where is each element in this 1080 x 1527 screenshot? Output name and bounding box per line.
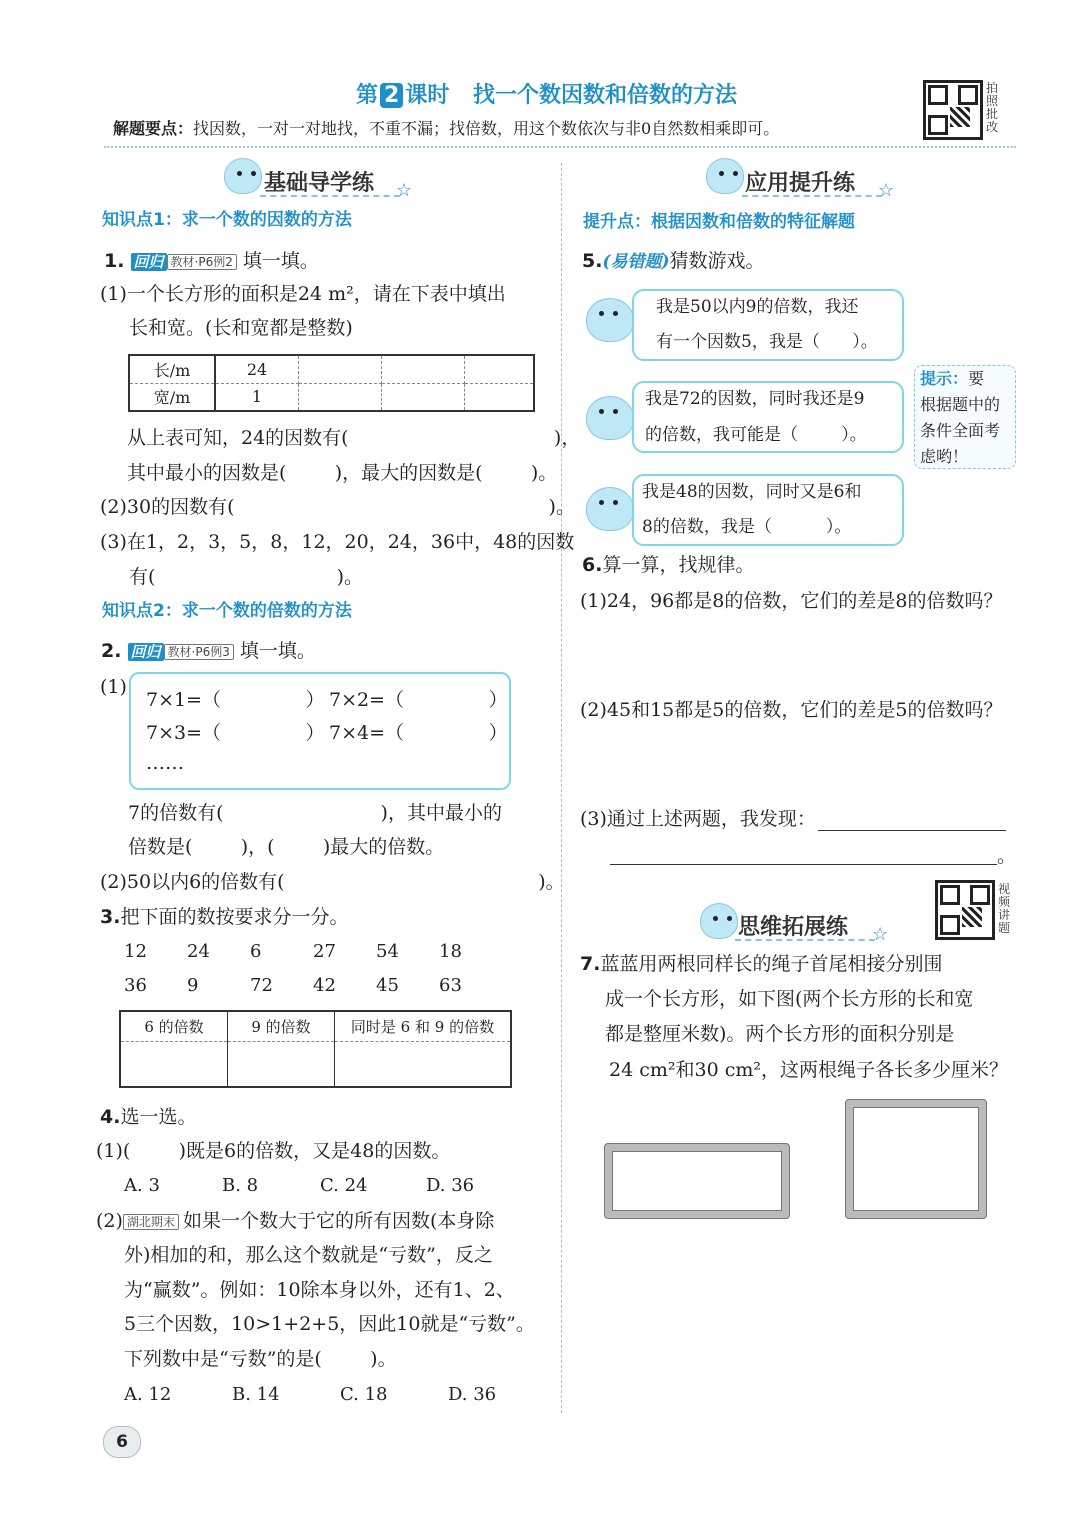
q3-head (100, 906, 348, 929)
q3-number: 12 (124, 941, 147, 962)
tips-text: 找因数，一对一对地找，不重不漏；找倍数，用这个数依次与非0自然数相乘即可。 (193, 119, 780, 138)
q4-p2-text1: 如果一个数大于它的所有因数(本身除 (182, 1210, 495, 1232)
q6-p3-end: 。 (997, 845, 1017, 867)
q3-instr: 把下面的数按要求分一分。 (120, 906, 349, 928)
q3-number: 42 (313, 975, 336, 996)
q3-number: 72 (250, 975, 273, 996)
q3-row1 (124, 941, 479, 963)
answer-line[interactable] (818, 830, 1006, 831)
bubble1-line2: 有一个因数5，我是（ ）。 (656, 332, 878, 352)
qr-code-icon[interactable] (935, 880, 995, 940)
page-title: 找一个数因数和倍数的方法 (473, 83, 738, 108)
option-b[interactable]: B. 14 (232, 1384, 280, 1405)
qr-code-icon[interactable] (923, 80, 983, 140)
q4-head (100, 1106, 196, 1129)
table-cell[interactable] (382, 355, 465, 383)
q3-table (119, 1010, 512, 1088)
q4-p2-line1 (96, 1210, 494, 1233)
q4-p2-options (124, 1384, 508, 1406)
mascot-icon (700, 903, 738, 939)
q6-p3: (3)通过上述两题，我发现： (580, 808, 816, 830)
section-title-apply: 应用提升练 (745, 171, 856, 196)
table-header: 同时是 6 和 9 的倍数 (335, 1011, 512, 1041)
rope-rectangle-1 (605, 1144, 789, 1218)
section-underline (742, 195, 882, 197)
q1-tag-hui: 回归 (131, 253, 167, 271)
table-header: 6 的倍数 (120, 1011, 228, 1041)
q5-tag: (易错题) (602, 252, 670, 272)
bubble2-line2: 的倍数，我可能是（ ）。 (645, 425, 867, 445)
hint-line4: 虑哟！ (920, 447, 969, 466)
q4-num: 4. (100, 1106, 121, 1128)
bubble3-line2: 8的倍数，我是（ ）。 (642, 517, 852, 537)
lesson-prefix: 第 (356, 83, 379, 108)
q1-p2: (2)30的因数有( )。 (100, 496, 575, 518)
mascot-icon (224, 158, 262, 194)
q3-number: 24 (187, 941, 210, 962)
table-cell[interactable] (465, 355, 535, 383)
q5-instr: 猜数游戏。 (669, 250, 765, 272)
q2-p1-line2: 倍数是( )，( )最大的倍数。 (128, 836, 445, 858)
q4-instr: 选一选。 (120, 1106, 197, 1128)
hint-line1 (920, 369, 984, 388)
table-cell[interactable]: 1 (215, 383, 299, 411)
q4-p2-line4: 5三个因数，10>1+2+5，因此10就是“亏数”。 (124, 1313, 535, 1335)
bird-icon (586, 396, 634, 440)
q6-num: 6. (582, 554, 603, 576)
q2-p1-line1: 7的倍数有( )，其中最小的 (128, 802, 502, 824)
section-underline (735, 939, 875, 941)
q2-box-item: 7×4=（ ） (329, 722, 508, 744)
option-b[interactable]: B. 8 (222, 1175, 259, 1196)
kp2-title: 知识点2：求一个数的倍数的方法 (102, 601, 352, 621)
star-icon: ☆ (872, 924, 889, 945)
option-a[interactable]: A. 3 (124, 1175, 160, 1196)
table-cell[interactable] (299, 355, 382, 383)
lesson-num-badge: 2 (380, 83, 403, 108)
table-cell[interactable] (299, 383, 382, 411)
q5-num: 5. (582, 250, 603, 272)
mascot-icon (706, 158, 744, 194)
table-cell-head: 长/m (129, 355, 215, 383)
bubble3-line1: 我是48的因数，同时又是6和 (642, 482, 862, 502)
q1-table (128, 354, 535, 412)
hint-line2: 根据题中的 (920, 395, 1001, 414)
table-row (129, 355, 534, 383)
lesson-title (356, 78, 737, 109)
hint-text: 要 (968, 369, 985, 388)
page-number: 6 (103, 1426, 141, 1458)
q4-p2-label: (2) (96, 1210, 123, 1232)
q1-tag-book: 教材·P6例2 (167, 254, 237, 270)
option-c[interactable]: C. 18 (340, 1384, 388, 1405)
column-divider (561, 163, 562, 1413)
q1-p1-line1: (1)一个长方形的面积是24 m²，请在下表中填出 (100, 283, 506, 305)
q4-p2-line3: 为“赢数”。例如：10除本身以外，还有1、2、 (124, 1279, 515, 1301)
option-c[interactable]: C. 24 (320, 1175, 368, 1196)
table-cell[interactable] (382, 383, 465, 411)
q2-box-item: …… (146, 752, 184, 774)
q3-number: 63 (439, 975, 462, 996)
q3-number: 45 (376, 975, 399, 996)
q6-p1: (1)24，96都是8的倍数，它们的差是8的倍数吗？ (580, 590, 1003, 612)
kp-title: 提升点：根据因数和倍数的特征解题 (583, 212, 855, 232)
hint-line3: 条件全面考 (920, 421, 1001, 440)
table-cell-head: 宽/m (129, 383, 215, 411)
star-icon: ☆ (396, 180, 413, 201)
table-cell[interactable]: 24 (215, 355, 299, 383)
table-cell[interactable] (335, 1041, 512, 1087)
q1-head (104, 250, 319, 273)
q3-row2 (124, 975, 479, 997)
tips-line (113, 119, 779, 138)
q1-p1-line4: 其中最小的因数是( )，最大的因数是( )。 (127, 462, 558, 484)
q2-instr: 填一填。 (239, 640, 316, 662)
q7-line2: 成一个长方形，如下图(两个长方形的长和宽 (605, 988, 974, 1010)
table-row (120, 1011, 511, 1041)
q2-tag-book: 教材·P6例3 (164, 644, 234, 660)
q5-head (582, 250, 765, 273)
q6-head (582, 554, 754, 577)
q7-line1 (580, 953, 942, 976)
q7-num: 7. (580, 953, 601, 975)
star-icon: ☆ (878, 180, 895, 201)
header-divider (104, 146, 1016, 148)
q1-p3-line2: 有( )。 (129, 566, 364, 588)
rope-rectangle-2 (846, 1100, 986, 1218)
section-underline (260, 195, 400, 197)
q1-p1-line2: 长和宽。(长和宽都是整数) (129, 317, 353, 339)
q1-p1-line3: 从上表可知，24的因数有( )， (127, 427, 581, 449)
q7-line3: 都是整厘米数)。两个长方形的面积分别是 (605, 1023, 955, 1045)
q3-number: 36 (124, 975, 147, 996)
answer-line[interactable] (610, 864, 997, 865)
q2-num: 2. (101, 640, 122, 662)
q4-p1-options (124, 1175, 486, 1197)
q3-number: 27 (313, 941, 336, 962)
lesson-suffix: 课时 (405, 83, 450, 108)
q3-number: 6 (250, 941, 262, 962)
tips-label: 解题要点： (113, 119, 194, 138)
qr2-caption: 视频讲题 (998, 882, 1011, 935)
table-row (120, 1041, 511, 1087)
q3-number: 18 (439, 941, 462, 962)
q1-num: 1. (104, 250, 125, 272)
table-cell[interactable] (465, 383, 535, 411)
q1-instr: 填一填。 (242, 250, 319, 272)
bird-icon (586, 298, 634, 342)
q7-text1: 蓝蓝用两根同样长的绳子首尾相接分别围 (600, 953, 943, 975)
section-title-basic: 基础导学练 (264, 171, 375, 196)
q4-p2-tag: 湖北期末 (123, 1214, 179, 1230)
q2-tag-hui: 回归 (128, 643, 164, 661)
option-d[interactable]: D. 36 (426, 1175, 475, 1196)
q7-line4: 24 cm²和30 cm²，这两根绳子各长多少厘米？ (609, 1059, 1008, 1081)
q2-box-item: 7×3=（ ） (146, 722, 325, 744)
option-a[interactable]: A. 12 (124, 1384, 172, 1405)
table-row (129, 383, 534, 411)
q2-p1-label: (1) (100, 676, 127, 698)
bubble1-line1: 我是50以内9的倍数，我还 (656, 297, 859, 317)
q3-number: 9 (187, 975, 199, 996)
kp1-title: 知识点1：求一个数的因数的方法 (102, 210, 352, 230)
q2-box-item: 7×2=（ ） (329, 689, 508, 711)
option-d[interactable]: D. 36 (448, 1384, 497, 1405)
q4-p2-line5: 下列数中是“亏数”的是( )。 (124, 1348, 397, 1370)
q6-p2: (2)45和15都是5的倍数，它们的差是5的倍数吗？ (580, 699, 1003, 721)
q4-p1: (1)( )既是6的倍数，又是48的因数。 (96, 1140, 451, 1162)
bird-icon (586, 487, 634, 531)
qr-caption: 拍照批改 (986, 81, 999, 134)
q2-head (101, 640, 316, 663)
q6-instr: 算一算，找规律。 (602, 554, 755, 576)
q2-box-item: 7×1=（ ） (146, 689, 325, 711)
section-title-extend: 思维拓展练 (738, 915, 849, 940)
q2-p2: (2)50以内6的倍数有( )。 (100, 871, 565, 893)
q1-p3-line1: (3)在1，2，3，5，8，12，20，24，36中，48的因数 (100, 531, 575, 553)
table-cell[interactable] (120, 1041, 228, 1087)
q3-num: 3. (100, 906, 121, 928)
table-header: 9 的倍数 (228, 1011, 335, 1041)
q3-number: 54 (376, 941, 399, 962)
bubble2-line1: 我是72的因数，同时我还是9 (645, 389, 865, 409)
q4-p2-line2: 外)相加的和，那么这个数就是“亏数”，反之 (124, 1244, 493, 1266)
table-cell[interactable] (228, 1041, 335, 1087)
hint-label: 提示： (920, 369, 969, 388)
